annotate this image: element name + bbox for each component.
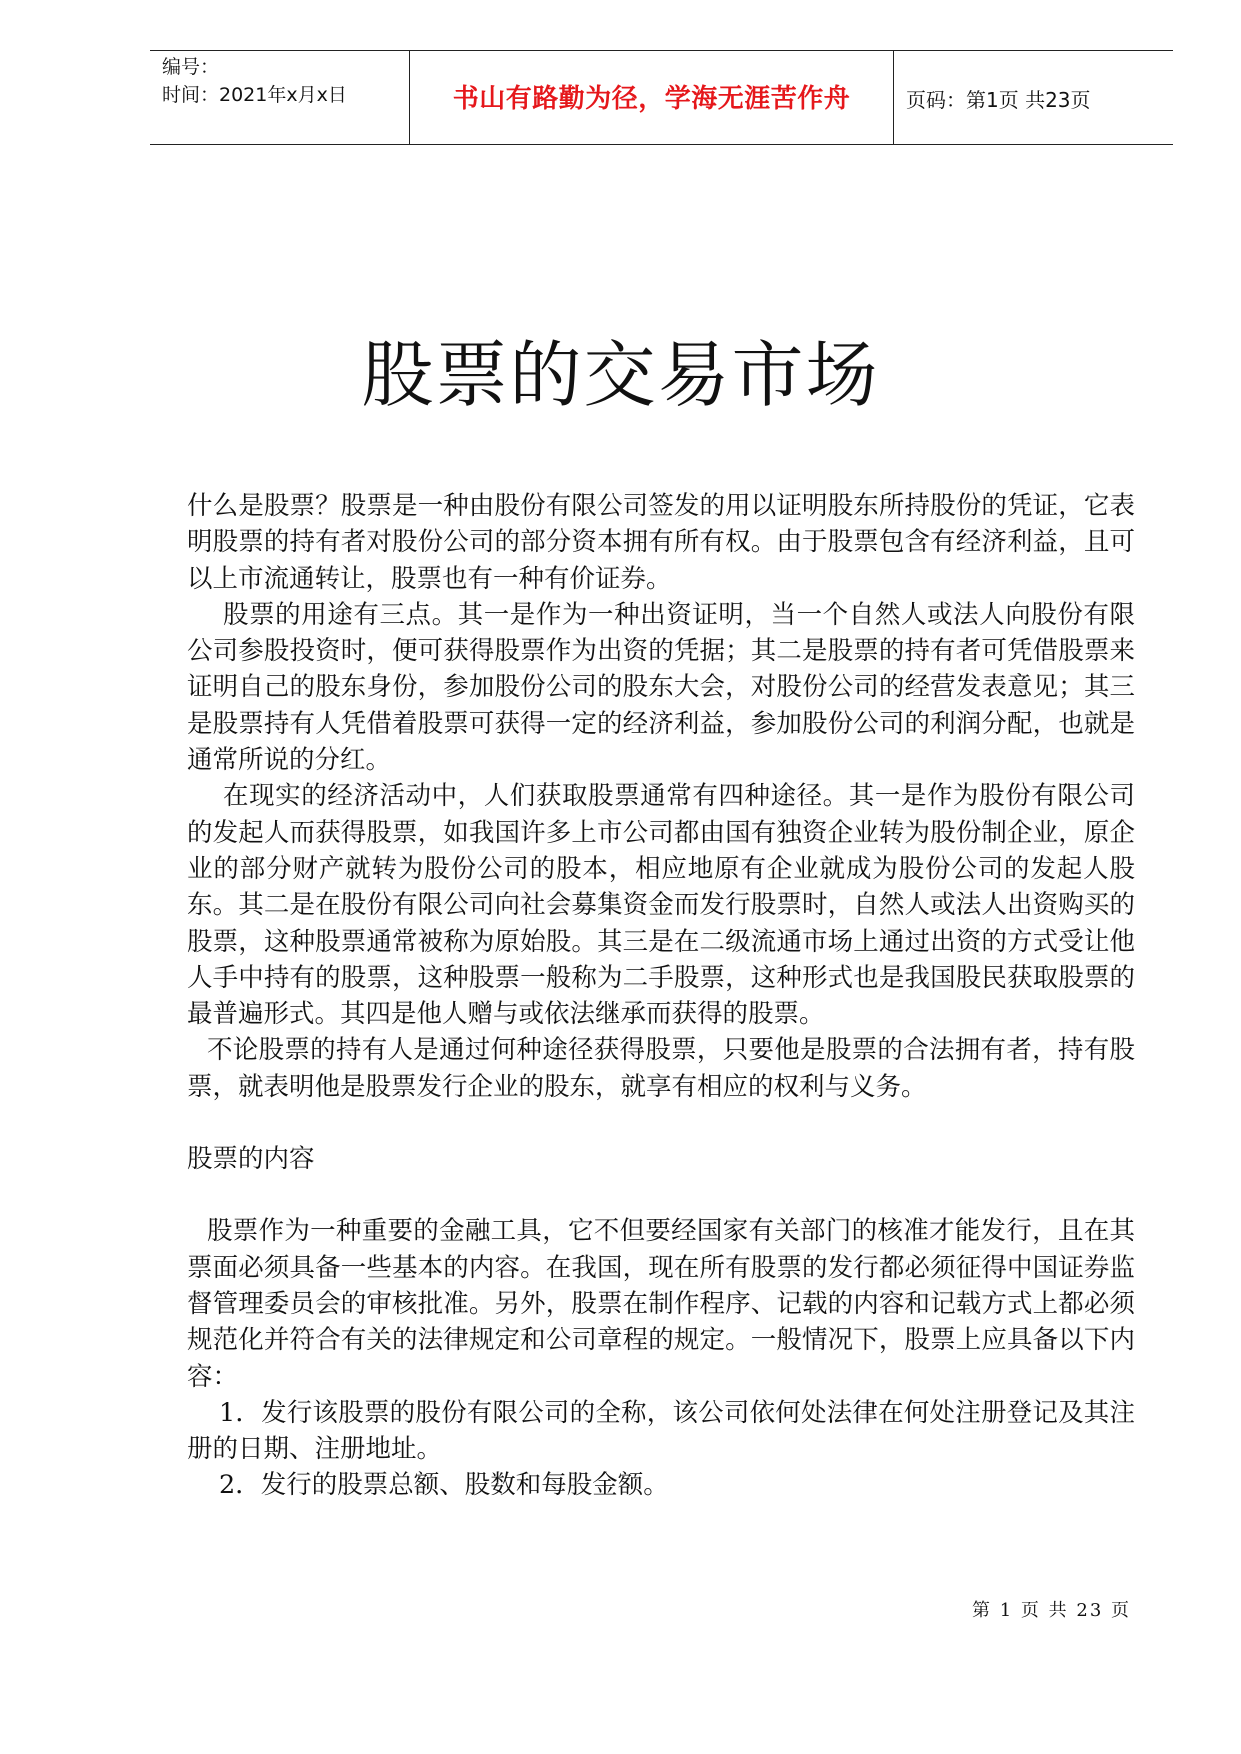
document-title: 股票的交易市场 — [361, 333, 880, 417]
header-table — [150, 50, 1173, 145]
paragraph: 不论股票的持有人是通过何种途径获得股票，只要他是股票的合法拥有者，持有股票，就表明他是股票发行企业的股东，就享有相应的权利与义务。 — [187, 1035, 1135, 1102]
header-page-cell — [894, 51, 1173, 144]
paragraph: 股票的用途有三点。其一是作为一种出资证明，当一个自然人或法人向股份有限公司参股投资时，便可获得股票作为出资的凭据；其二是股票的持有者可凭借股票来证明自己的股东身份，参加股份公司的股东大会，对股份公司的经营发表意见；其三是股票持有人凭借着股票可获得一定的经济利益，参加股份公司的利润分配，也就是通常所说的分红。 — [187, 599, 1135, 776]
section-heading: 股票的内容 — [187, 1144, 315, 1175]
paragraph: 什么是股票？股票是一种由股份有限公司签发的用以证明股东所持股份的凭证，它表明股票的持有者对股份公司的部分资本拥有所有权。由于股票包含有经济利益，且可以上市流通转让，股票也有一种有价证券。 — [187, 491, 1135, 594]
header-motto-cell — [410, 51, 894, 144]
page-footer: 第 1 页 共 23 页 — [972, 1600, 1131, 1621]
header-info-cell — [150, 51, 410, 144]
motto-text: 书山有路勤为径，学海无涯苦作舟 — [452, 84, 851, 114]
document-body — [187, 488, 1135, 1504]
list-item: 2．发行的股票总额、股数和每股金额。 — [219, 1470, 669, 1501]
page-code: 页码：第1页 共23页 — [906, 88, 1091, 112]
number-label: 编号： — [162, 56, 220, 78]
list-item: 1．发行该股票的股份有限公司的全称，该公司依何处法律在何处注册登记及其注册的日期、注册地址。 — [187, 1397, 1135, 1465]
paragraph: 股票作为一种重要的金融工具，它不但要经国家有关部门的核准才能发行，且在其票面必须具备一些基本的内容。在我国，现在所有股票的发行都必须征得中国证券监督管理委员会的审核批准。另外，股票在制作程序、记载的内容和记载方式上都必须规范化并符合有关的法律规定和公司章程的规定。一般情况下，股票上应具备以下内容： — [187, 1216, 1135, 1392]
time-label: 时间：2021年x月x日 — [162, 84, 347, 106]
paragraph: 在现实的经济活动中，人们获取股票通常有四种途径。其一是作为股份有限公司的发起人而获得股票，如我国许多上市公司都由国有独资企业转为股份制企业，原企业的部分财产就转为股份公司的股本，相应地原有企业就成为股份公司的发起人股东。其二是在股份有限公司向社会募集资金而发行股票时，自然人或法人出资购买的股票，这种股票通常被称为原始股。其三是在二级流通市场上通过出资的方式受让他人手中持有的股票，这种股票一般称为二手股票，这种形式也是我国股民获取股票的最普遍形式。其四是他人赠与或依法继承而获得的股票。 — [187, 781, 1135, 1030]
